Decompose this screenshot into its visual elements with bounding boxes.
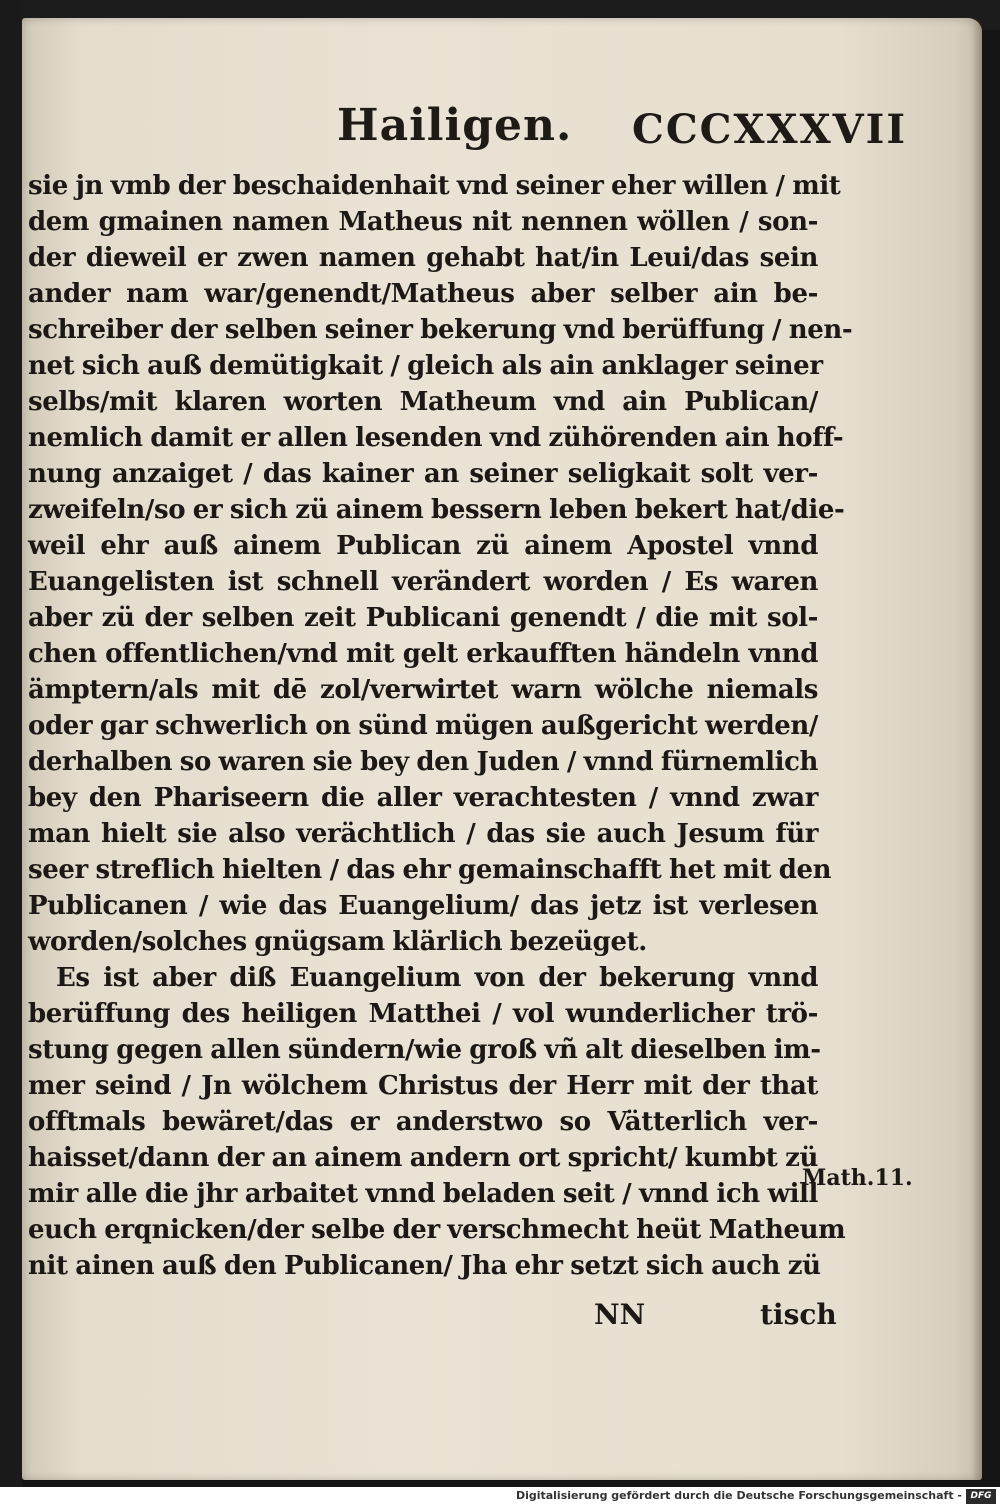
- text-line: weil ehr auß ainem Publican zü ainem Apostel vnnd: [28, 531, 818, 561]
- text-line: dem gmainen namen Matheus nit nennen wöllen / son-: [28, 207, 818, 237]
- text-line: euch erqnicken/der selbe der verschmecht heüt Matheum: [28, 1215, 846, 1245]
- text-line: nit ainen auß den Publicanen/ Jha ehr setzt sich auch zü: [28, 1251, 821, 1281]
- text-line: mir alle die jhr arbaitet vnnd beladen seit / vnnd ich will: [28, 1179, 818, 1209]
- scan-background-left: [0, 0, 22, 1507]
- text-line: ämptern/als mit dē zol/verwirtet warn wölche niemals: [28, 675, 818, 705]
- folio-number: CCCXXXVII: [632, 106, 908, 153]
- text-line: ander nam war/genendt/Matheus aber selber ain be-: [28, 279, 818, 309]
- text-line: Publicanen / wie das Euangelium/ das jetz ist verlesen: [28, 891, 818, 921]
- catchword: tisch: [760, 1298, 837, 1331]
- text-line: worden/solches gnügsam klärlich bezeüget.: [28, 927, 647, 957]
- text-line: zweifeln/so er sich zü ainem bessern leben bekert hat/die-: [28, 495, 845, 525]
- text-line: offtmals bewäret/das er anderstwo so Vätterlich ver-: [28, 1107, 818, 1137]
- text-line: aber zü der selben zeit Publicani genendt / die mit sol-: [28, 603, 818, 633]
- text-line: nemlich damit er allen lesenden vnd zühörenden ain hoff-: [28, 423, 844, 453]
- dfg-logo: DFG: [966, 1489, 996, 1504]
- page-edge-shadow: [972, 18, 982, 1480]
- signature-mark: NN: [594, 1298, 646, 1331]
- digitization-footer: [0, 1487, 1000, 1507]
- text-line: derhalben so waren sie bey den Juden / vnnd fürnemlich: [28, 747, 819, 777]
- text-line: oder gar schwerlich on sünd mügen außgericht werden/: [28, 711, 818, 741]
- text-line: chen offentlichen/vnd mit gelt erkaufften händeln vnnd: [28, 639, 818, 669]
- running-title: Hailigen.: [337, 100, 573, 151]
- text-line: berüffung des heiligen Matthei / vol wunderlicher trö-: [28, 999, 818, 1029]
- text-line: selbs/mit klaren worten Matheum vnd ain Publican/: [28, 387, 818, 417]
- text-line: der dieweil er zwen namen gehabt hat/in Leui/das sein: [28, 243, 818, 273]
- text-line: Euangelisten ist schnell verändert worden / Es waren: [28, 567, 818, 597]
- body-text: [28, 168, 853, 1284]
- text-line: Es ist aber diß Euangelium von der bekerung vnnd: [56, 963, 818, 993]
- text-line: haisset/dann der an ainem andern ort spricht/ kumbt zü: [28, 1143, 818, 1173]
- text-line: seer streflich hielten / das ehr gemainschafft het mit den: [28, 855, 832, 885]
- text-line: mer seind / Jn wölchem Christus der Herr mit der that: [28, 1071, 818, 1101]
- text-line: net sich auß demütigkait / gleich als ain anklager seiner: [28, 351, 823, 381]
- text-line: schreiber der selben seiner bekerung vnd berüffung / nen-: [28, 315, 853, 345]
- text-line: man hielt sie also verächtlich / das sie auch Jesum für: [28, 819, 818, 849]
- marginal-note: Math.11.: [802, 1165, 913, 1191]
- text-line: sie jn vmb der beschaidenhait vnd seiner eher willen / mit: [28, 171, 841, 201]
- book-page: [22, 18, 982, 1480]
- text-line: stung gegen allen sündern/wie groß vñ alt dieselben im-: [28, 1035, 821, 1065]
- text-line: nung anzaiget / das kainer an seiner seligkait solt ver-: [28, 459, 818, 489]
- funding-credit: Digitalisierung gefördert durch die Deutsche Forschungsgemeinschaft -: [515, 1489, 962, 1502]
- text-line: bey den Phariseern die aller verachtesten / vnnd zwar: [28, 783, 818, 813]
